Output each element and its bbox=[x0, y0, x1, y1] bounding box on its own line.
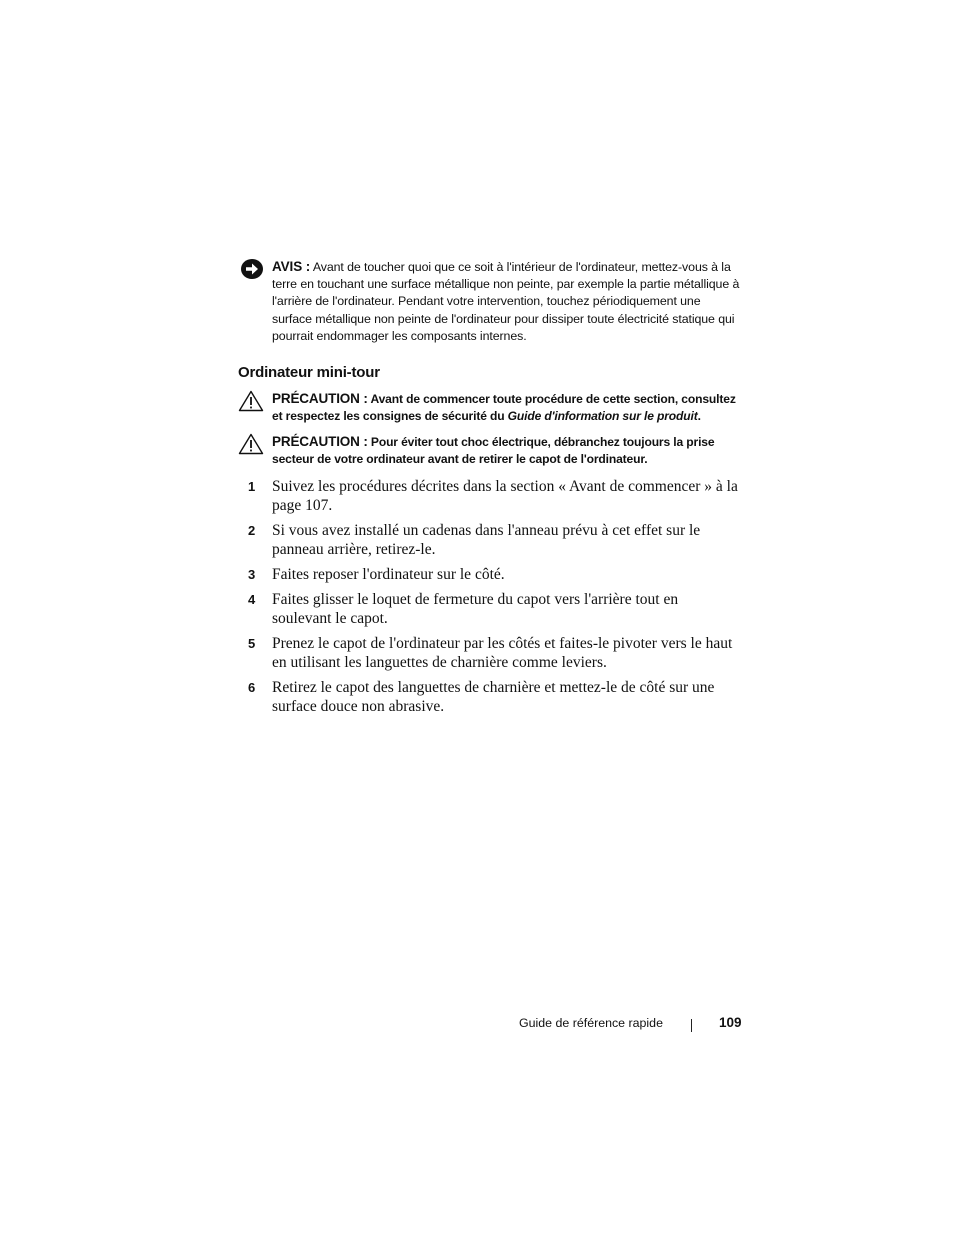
footer-separator bbox=[691, 1019, 692, 1032]
notice-block bbox=[240, 258, 740, 345]
step-text: Retirez le capot des languettes de charnière et mettez-le de côté sur une surface douce non abrasive. bbox=[272, 678, 715, 715]
list-item bbox=[246, 678, 740, 716]
step-number: 4 bbox=[248, 591, 256, 607]
caution-block-1 bbox=[238, 390, 740, 426]
caution-end-1: . bbox=[697, 409, 701, 424]
step-number: 5 bbox=[248, 635, 256, 651]
step-text: Faites glisser le loquet de fermeture du capot vers l'arrière tout en soulevant le capot. bbox=[272, 590, 679, 627]
caution-text-1 bbox=[272, 390, 740, 426]
caution-label-1: PRÉCAUTION : bbox=[272, 391, 368, 406]
step-text: Suivez les procédures décrites dans la section « Avant de commencer » à la page 107. bbox=[272, 478, 738, 515]
list-item bbox=[246, 590, 740, 628]
footer-title: Guide de référence rapide bbox=[519, 1016, 663, 1030]
caution-body-1: Avant de commencer toute procédure de cette section, consultez et respectez les consignes de sécurité du bbox=[272, 392, 736, 424]
step-number: 2 bbox=[248, 523, 256, 538]
step-text: Faites reposer l'ordinateur sur le côté. bbox=[272, 566, 505, 583]
caution-guide-title: Guide d'information sur le produit bbox=[507, 409, 698, 424]
section-heading: Ordinateur mini-tour bbox=[238, 364, 380, 381]
page-footer bbox=[519, 1015, 741, 1035]
list-item bbox=[246, 565, 740, 584]
notice-arrow-icon bbox=[240, 258, 264, 280]
step-number: 1 bbox=[248, 479, 256, 494]
step-text: Prenez le capot de l'ordinateur par les côtés et faites-le pivoter vers le haut en utilisant les languettes de charnière comme leviers. bbox=[272, 634, 733, 671]
caution-body-2: Pour éviter tout choc électrique, débranchez toujours la prise secteur de votre ordinateur avant de retirer le capot de l'ordinateur. bbox=[272, 435, 715, 467]
warning-triangle-icon bbox=[238, 433, 264, 455]
notice-label: AVIS : bbox=[272, 259, 311, 274]
list-item bbox=[246, 477, 740, 515]
caution-text-2 bbox=[272, 433, 740, 469]
warning-triangle-icon bbox=[238, 390, 264, 412]
notice-body: Avant de toucher quoi que ce soit à l'intérieur de l'ordinateur, mettez-vous à la terre en touchant une surface métallique non peinte, par exemple la partie métallique à l'arrière de l'ordinateur. Pendant votre intervention, touchez périodiquement une surface métallique non peinte de l'ordinateur pour dissiper toute électricité statique qui pourrait endommager les composants internes. bbox=[272, 260, 740, 343]
caution-block-2 bbox=[238, 433, 740, 469]
page-number: 109 bbox=[719, 1015, 742, 1030]
notice-text bbox=[272, 258, 740, 345]
step-number: 3 bbox=[248, 567, 256, 582]
step-list bbox=[246, 477, 740, 722]
step-number: 6 bbox=[248, 679, 256, 695]
list-item bbox=[246, 521, 740, 559]
list-item bbox=[246, 634, 740, 672]
step-text: Si vous avez installé un cadenas dans l'anneau prévu à cet effet sur le panneau arrière, retirez-le. bbox=[272, 522, 701, 559]
caution-label-2: PRÉCAUTION : bbox=[272, 434, 368, 449]
